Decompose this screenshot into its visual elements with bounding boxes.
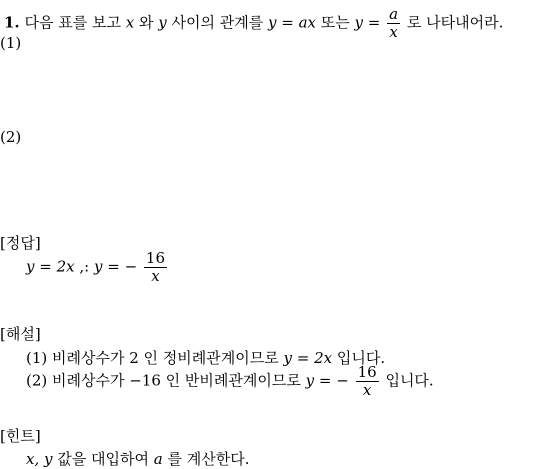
problem-text-before: 다음 표를 보고 bbox=[24, 13, 121, 32]
answer-expr-1: y = 2x bbox=[26, 257, 75, 276]
answer-expr-2-lhs: y = − bbox=[93, 257, 138, 276]
explanation-2-lhs: y = − bbox=[305, 371, 349, 390]
hint-vars: x, y bbox=[26, 450, 53, 468]
problem-number: 1. bbox=[4, 13, 20, 32]
equation-inverse-lhs: y = bbox=[354, 13, 381, 32]
explanation-1-text: 비례상수가 2 인 정비례관계이므로 bbox=[52, 349, 279, 367]
explanation-1-end: 입니다. bbox=[336, 349, 386, 367]
explanation-2-fraction-denominator: x bbox=[362, 381, 372, 399]
explanation-2-fraction bbox=[356, 364, 379, 399]
hint-heading: [힌트] bbox=[0, 427, 41, 445]
fraction-denominator: x bbox=[389, 23, 398, 41]
hint-text-1: 값을 대입하여 bbox=[57, 450, 149, 468]
answer-separator: ,: bbox=[79, 257, 90, 276]
equation-direct: y = ax bbox=[268, 13, 316, 32]
part-2-label: (2) bbox=[0, 128, 22, 146]
explanation-1-number: (1) bbox=[26, 349, 48, 367]
var-y: y bbox=[158, 13, 167, 32]
part-1-label: (1) bbox=[0, 34, 22, 52]
explanation-2-number: (2) bbox=[26, 371, 48, 390]
explanation-line-2 bbox=[26, 364, 434, 399]
equation-inverse-fraction bbox=[387, 6, 400, 41]
explanation-2-text: 비례상수가 −16 인 반비례관계이므로 bbox=[52, 371, 301, 390]
explanation-1-expr: y = 2x bbox=[283, 349, 333, 367]
answer-line bbox=[26, 250, 169, 285]
hint-var-a: a bbox=[153, 450, 163, 468]
problem-statement bbox=[4, 6, 503, 41]
problem-text-wa: 와 bbox=[138, 13, 154, 32]
problem-text-or: 또는 bbox=[320, 13, 350, 32]
answer-fraction-numerator: 16 bbox=[145, 249, 166, 267]
answer-heading: [정답] bbox=[0, 234, 41, 252]
explanation-2-end: 입니다. bbox=[385, 371, 434, 390]
answer-fraction-denominator: x bbox=[151, 267, 160, 285]
explanation-2-fraction-numerator: 16 bbox=[357, 363, 377, 381]
explanation-heading: [해설] bbox=[0, 325, 41, 343]
hint-text-2: 를 계산한다. bbox=[167, 450, 250, 468]
var-x: x bbox=[125, 13, 135, 32]
hint-line bbox=[26, 449, 250, 469]
answer-fraction bbox=[144, 250, 167, 285]
problem-text-relation: 사이의 관계를 bbox=[171, 13, 264, 32]
problem-text-after: 로 나타내어라. bbox=[406, 13, 504, 32]
fraction-numerator: a bbox=[389, 5, 399, 23]
